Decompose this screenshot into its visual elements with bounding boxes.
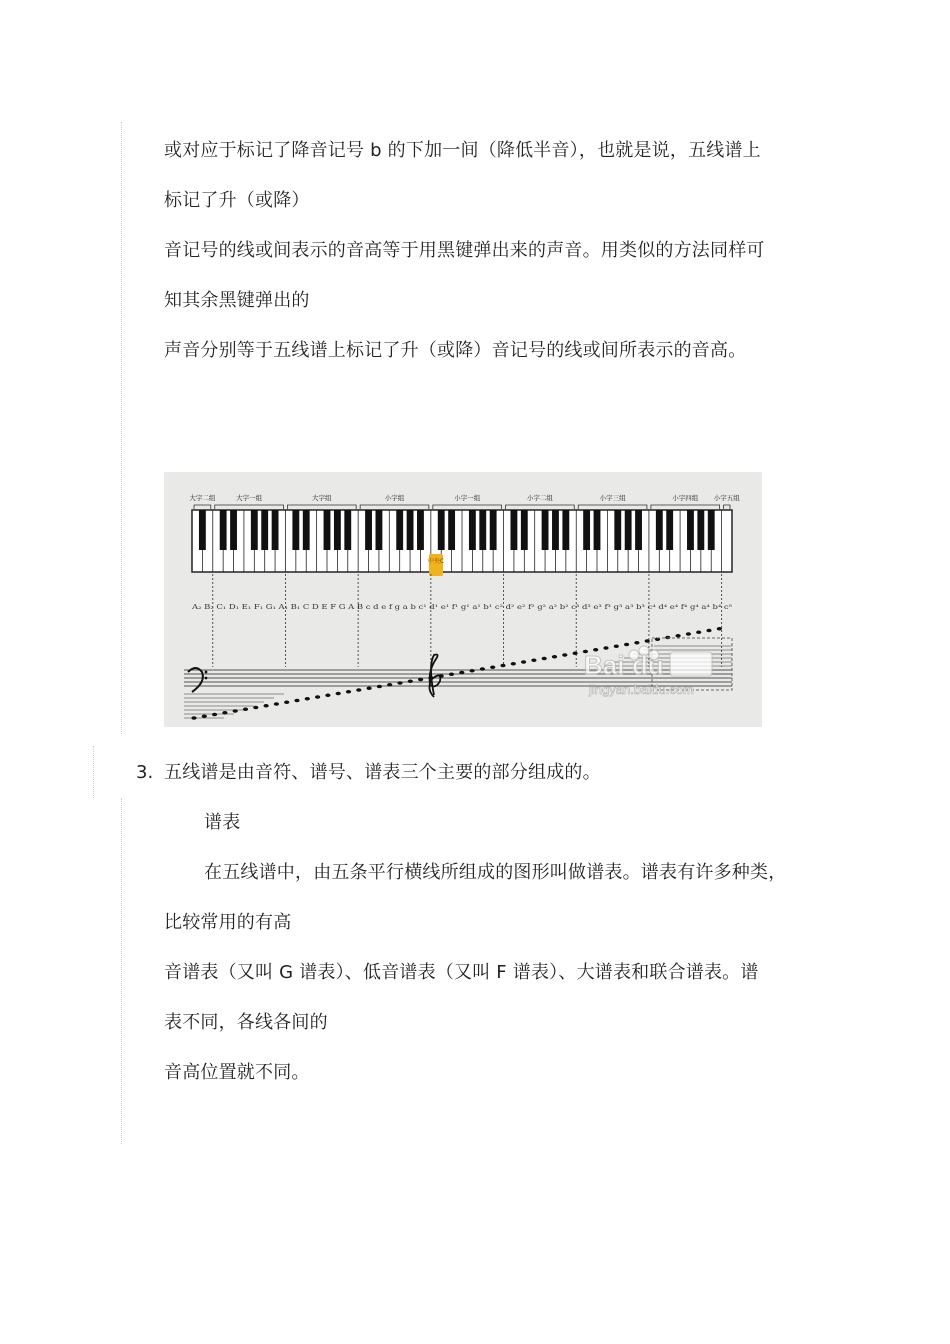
black-key xyxy=(344,510,351,550)
list-item-number: 3. xyxy=(136,762,154,783)
paragraph-1-line-3: 音记号的线或间表示的音高等于用黑键弹出来的声音。用类似的方法同样可 xyxy=(164,240,765,261)
black-key xyxy=(365,510,372,550)
octave-label: 小字三组 xyxy=(599,494,626,502)
black-key xyxy=(469,510,476,550)
black-key xyxy=(687,510,694,550)
note-head xyxy=(521,660,526,664)
note-head xyxy=(500,664,505,668)
note-head xyxy=(459,671,464,675)
black-key xyxy=(292,510,299,550)
note-head xyxy=(696,630,701,634)
octave-bracket xyxy=(215,505,284,509)
black-key xyxy=(697,510,704,550)
piano-keyboard-figure xyxy=(164,472,762,727)
note-head xyxy=(418,678,423,682)
black-key xyxy=(438,510,445,550)
black-key xyxy=(261,510,268,550)
note-head xyxy=(233,709,238,713)
left-margin-rule-lower xyxy=(121,798,122,1144)
note-head xyxy=(336,692,341,696)
note-head xyxy=(367,686,372,690)
note-head xyxy=(315,695,320,699)
watermark-url: jingyan.baidu.com xyxy=(589,682,694,697)
octave-label: 大字二组 xyxy=(189,494,216,502)
paragraph-2-line-3: 音谱表（又叫 G 谱表）、低音谱表（又叫 F 谱表）、大谱表和联合谱表。谱 xyxy=(164,962,759,983)
svg-text:Bai: Bai xyxy=(584,650,625,680)
octave-label: 小字五组 xyxy=(713,494,740,502)
note-head xyxy=(222,711,227,715)
note-head xyxy=(191,716,196,720)
note-head xyxy=(243,707,248,711)
black-key xyxy=(303,510,310,550)
black-key xyxy=(708,510,715,550)
note-head xyxy=(542,657,547,661)
middle-c-marker: 中央C xyxy=(427,558,445,565)
note-head xyxy=(480,667,485,671)
list-item-text: 五线谱是由音符、谱号、谱表三个主要的部分组成的。 xyxy=(164,762,601,783)
octave-bracket xyxy=(194,505,211,509)
black-key xyxy=(614,510,621,550)
note-head xyxy=(634,641,639,645)
black-key xyxy=(594,510,601,550)
octave-label: 小字二组 xyxy=(526,494,553,502)
black-key xyxy=(552,510,559,550)
octave-bracket xyxy=(506,505,575,509)
octave-label: 小字一组 xyxy=(454,494,481,502)
note-head xyxy=(284,700,289,704)
black-key xyxy=(521,510,528,550)
octave-label: 大字一组 xyxy=(236,494,263,502)
black-key xyxy=(583,510,590,550)
note-head xyxy=(356,688,361,692)
note-head xyxy=(490,665,495,669)
note-head xyxy=(212,713,217,717)
list-margin-rule xyxy=(93,746,94,798)
octave-bracket xyxy=(724,505,730,509)
octave-bracket xyxy=(287,505,356,509)
black-key xyxy=(334,510,341,550)
black-key xyxy=(407,510,414,550)
black-key xyxy=(542,510,549,550)
paragraph-1-line-2: 标记了升（或降） xyxy=(164,190,310,211)
note-names-row: A₂ B₂ C₁ D₁ E₁ F₁ G₁ A₁ B₁ C D E F G A B c d e f g a b c¹ d¹ e¹ f¹ g¹ a¹ b¹ c² d² e² f² g² a² b² c³ d³ e³ f³ g³ a³ b³ c⁴ d⁴ e⁴ f⁴ g⁴ a⁴ b⁴ c⁵ xyxy=(190,604,733,611)
note-head xyxy=(305,697,310,701)
octave-label: 大字组 xyxy=(312,494,332,502)
octave-bracket xyxy=(433,505,502,509)
note-head xyxy=(573,651,578,655)
treble-clef-icon xyxy=(429,655,440,698)
bass-clef-icon xyxy=(188,668,207,692)
note-head xyxy=(624,643,629,647)
note-head xyxy=(470,669,475,673)
note-head xyxy=(676,634,681,638)
paragraph-1-line-4: 知其余黑键弹出的 xyxy=(164,290,310,311)
black-key xyxy=(656,510,663,550)
note-head xyxy=(274,702,279,706)
note-head xyxy=(346,690,351,694)
black-key xyxy=(490,510,497,550)
octave-bracket xyxy=(578,505,647,509)
black-key xyxy=(417,510,424,550)
note-head xyxy=(397,681,402,685)
note-head xyxy=(325,693,330,697)
svg-text:du: du xyxy=(632,650,664,680)
note-head xyxy=(511,662,516,666)
note-head xyxy=(552,655,557,659)
black-key xyxy=(666,510,673,550)
black-key xyxy=(375,510,382,550)
black-key xyxy=(448,510,455,550)
black-key xyxy=(562,510,569,550)
paragraph-2-line-2: 比较常用的有高 xyxy=(164,912,292,933)
subheading-staff: 谱表 xyxy=(204,812,241,833)
note-head xyxy=(387,683,392,687)
black-key xyxy=(251,510,258,550)
note-head xyxy=(264,704,269,708)
black-key xyxy=(220,510,227,550)
octave-label: 小字四组 xyxy=(672,494,699,502)
note-head xyxy=(377,685,382,689)
black-key xyxy=(324,510,331,550)
octave-bracket xyxy=(360,505,429,509)
note-head xyxy=(717,627,722,631)
paragraph-2-line-5: 音高位置就不同。 xyxy=(164,1062,310,1083)
black-key xyxy=(272,510,279,550)
black-key xyxy=(230,510,237,550)
black-key xyxy=(635,510,642,550)
note-head xyxy=(531,658,536,662)
octave-bracket xyxy=(651,505,720,509)
note-head xyxy=(645,639,650,643)
note-head xyxy=(253,706,258,710)
note-head xyxy=(449,672,454,676)
black-key xyxy=(396,510,403,550)
note-head xyxy=(706,629,711,633)
black-key xyxy=(625,510,632,550)
paragraph-2-line-1: 在五线谱中，由五条平行横线所组成的图形叫做谱表。谱表有许多种类， xyxy=(204,862,787,883)
note-head xyxy=(614,644,619,648)
note-head xyxy=(408,679,413,683)
paragraph-1-line-5: 声音分别等于五线谱上标记了升（或降）音记号的线或间所表示的音高。 xyxy=(164,340,747,361)
note-head xyxy=(294,699,299,703)
octave-label: 小字组 xyxy=(384,494,405,502)
note-head xyxy=(202,714,207,718)
note-head xyxy=(686,632,691,636)
paragraph-2-line-4: 表不同，各线各间的 xyxy=(164,1012,328,1033)
left-margin-rule xyxy=(121,122,122,734)
baidu-jingyan-logo xyxy=(584,646,712,680)
paragraph-1-line-1: 或对应于标记了降音记号 b 的下加一间（降低半音），也就是说，五线谱上 xyxy=(164,140,761,161)
black-key xyxy=(199,510,206,550)
black-key xyxy=(510,510,517,550)
note-head xyxy=(562,653,567,657)
black-key xyxy=(479,510,486,550)
